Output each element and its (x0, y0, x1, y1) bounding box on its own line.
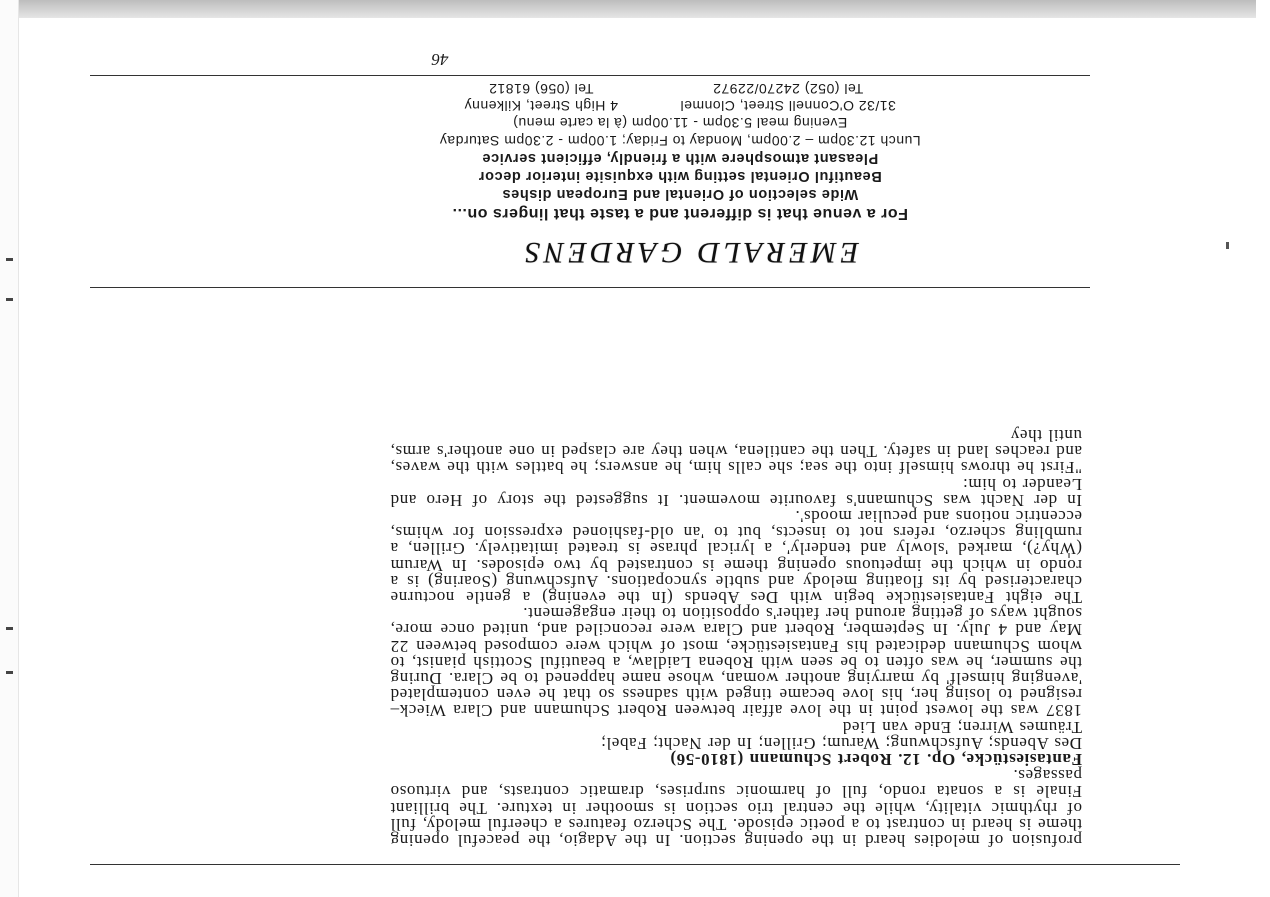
address-kilkenny-street: 4 High Street, Kilkenny (464, 98, 619, 114)
advert-feature: Wide selection of Oriental and European dishes (501, 186, 859, 202)
edge-mark (6, 671, 13, 674)
top-rule (90, 864, 1180, 865)
upside-down-page (90, 30, 1180, 865)
paragraph-1837: 1837 was the lowest point in the love affair between Robert Schumann and Clara Wieck–resigned to losing her, his love became tinged with sadness so that he even contemplated 'avenging himself' by marrying another woman, whose name happened to be Clara. During the summer, he was often to be seen with Robena Laidlaw, a beautiful Scottish pianist, to whom Schumann dedicated his Fantasiestücke, most of which were composed between 22 May and 4 July. In September, Robert and Clara were reconciled and, united once more, sought ways of getting around her father's opposition to their engagement. (390, 604, 1082, 721)
advert-top-rule (90, 287, 1090, 288)
advert-evening-hours: Evening meal 5.30pm - 11.00pm (à la carte menu) (512, 115, 848, 132)
advert-tagline: For a venue that is different and a taste that lingers on... (452, 205, 908, 222)
bottom-rule (90, 75, 1090, 76)
advert-feature: Pleasant atmosphere with a friendly, efficient service (481, 150, 879, 166)
advertisement (90, 49, 1180, 288)
advert-details (360, 80, 1000, 223)
address-kilkenny-tel: Tel (056) 61812 (488, 81, 594, 97)
paragraph-quote: "First he throws himself into the sea; she calls him, he answers; he battles with the waves, and reaches land in safety. Then the cantilena, when they are clasped in one another's arms, until they (390, 425, 1082, 478)
scan-top-shadow (16, 0, 1256, 18)
paragraph-nacht: In der Nacht was Schumann's favourite movement. It suggested the story of Hero and Leander to him: (390, 474, 1082, 510)
article-text (390, 427, 1180, 865)
paragraph-opening: profusion of melodies heard in the opening section. In the Adagio, the peaceful opening theme is heard in contrast to a poetic episode. The Scherzo features a cheerful melody, full of rhythmic vitality, while the central trio section is smoother in texture. The brilliant Finale is a sonata rondo, full of harmonic surprises, dramatic contrasts, and virtuoso passages. (390, 766, 1082, 850)
scan-speck (1226, 242, 1229, 249)
text-block (390, 427, 1082, 848)
address-kilkenny (464, 80, 618, 114)
edge-mark (6, 258, 13, 261)
address-clonmel-street: 31/32 O'Connell Street, Clonmel (680, 98, 896, 114)
advert-feature: Beautiful Oriental setting with exquisite interior decor (478, 168, 882, 184)
movements-line-2: Träumes Wirren; Ende van Lied (842, 717, 1082, 737)
page-number: 46 (431, 50, 449, 69)
work-heading: Fantasiestücke, Op. 12. Robert Schumann (1810-56) (669, 749, 1082, 769)
advert-addresses (360, 80, 1000, 114)
advert-name: EMERALD GARDENS (521, 236, 859, 269)
advert-lunch-hours: Lunch 12.30pm – 2.00pm, Monday to Friday; 1.00pm - 2.30pm Saturday (439, 133, 921, 149)
edge-mark (6, 298, 13, 301)
paragraph-eight: The eight Fantasiestücke begin with Des Abends (In the evening) a gentle nocturne characterised by its floating melody and subtle syncopations. Aufschwung (Soaring) is a rondo in which the impetuous opening theme is contrasted by two episodes. In Warum (Why?), marked 'slowly and tenderly', a lyrical phrase is treated imitatively. Grillen, a rumbling scherzo, refers not to insects, but to 'an old-fashioned expression for whims, eccentric notions and peculiar moods'. (390, 506, 1082, 607)
scan-left-edge (0, 0, 19, 897)
edge-mark (6, 627, 13, 630)
address-clonmel-tel: Tel (052) 24270/22972 (712, 81, 864, 97)
movements-line-1: Des Abends; Aufschwung; Warum; Grillen; In der Nacht; Fabel; (600, 733, 1082, 753)
address-clonmel (680, 80, 896, 114)
